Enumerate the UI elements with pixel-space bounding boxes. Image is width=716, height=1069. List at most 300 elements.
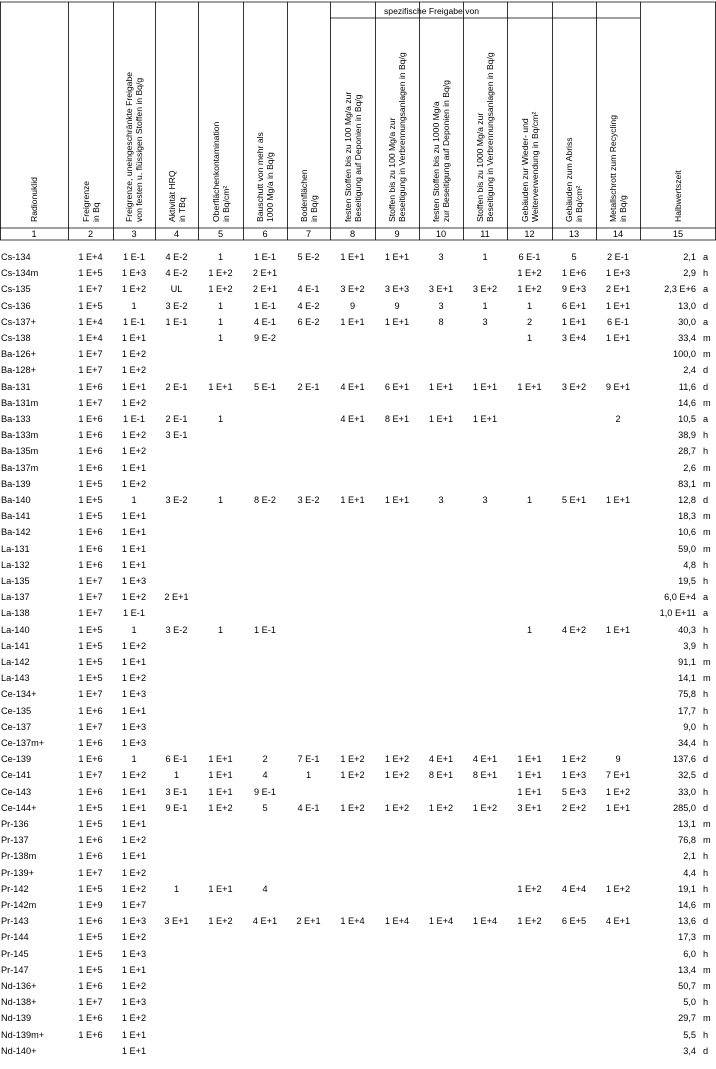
table-cell: 3 E-2 — [165, 495, 188, 505]
nuclide-name: Pr-147 — [1, 964, 29, 975]
nuclide-name: Cs-134m — [1, 268, 39, 279]
column-header-line: Bauschutt von mehr als — [255, 132, 265, 222]
nuclide-name: Ba-131m — [1, 397, 39, 408]
half-life-unit: d — [703, 300, 709, 311]
table-cell: 1 E-1 — [165, 316, 188, 327]
table-cell: 1 E+1 — [121, 1029, 147, 1040]
nuclide-name: Nd-138+ — [1, 997, 37, 1008]
table-cell: 1 E+2 — [121, 883, 147, 894]
half-life-value: 1,0 E+11 — [659, 608, 696, 619]
half-life-unit: d — [703, 802, 709, 813]
table-cell: 1 E+7 — [78, 997, 103, 1008]
table-cell: 3 E+4 — [561, 333, 587, 343]
table-cell: 1 E+1 — [121, 964, 147, 975]
half-life-unit: m — [703, 657, 711, 667]
table-cell: 1 E+2 — [340, 802, 365, 813]
table-cell: 1 — [173, 883, 180, 894]
table-cell: 1 E+2 — [517, 916, 542, 927]
half-life-value: 13,0 — [678, 300, 696, 311]
nuclide-name: La-143 — [1, 673, 30, 684]
half-life-unit: d — [703, 381, 709, 392]
nuclide-name: Ba-128+ — [1, 365, 36, 376]
table-cell: 1 E+3 — [121, 997, 147, 1008]
table-cell: 1 E+7 — [78, 349, 103, 360]
table-cell: 5 E-1 — [254, 381, 276, 392]
table-cell: 1 E+3 — [605, 268, 631, 279]
half-life-unit: h — [703, 721, 709, 732]
nuclide-name: La-131 — [1, 543, 30, 554]
table-cell: 1 E-1 — [123, 414, 145, 424]
nuclide-name: Pr-136 — [1, 819, 29, 829]
half-life-unit: m — [703, 527, 711, 538]
table-cell: 4 E-2 — [165, 268, 188, 279]
half-life-value: 12,8 — [678, 495, 696, 505]
table-cell: 1 — [131, 624, 137, 635]
column-header-text — [608, 115, 628, 222]
half-life-value: 38,9 — [678, 430, 696, 441]
table-cell: 1 E+1 — [208, 883, 233, 894]
table-cell: 5 — [262, 802, 268, 813]
nuclide-name: Cs-137+ — [1, 316, 36, 327]
table-cell: 1 E+1 — [605, 333, 631, 343]
table-cell: 1 E+5 — [78, 511, 103, 522]
column-header-text — [255, 132, 275, 222]
table-cell: 1 E+1 — [121, 819, 147, 829]
nuclide-name: Cs-134 — [1, 252, 31, 262]
group-header-spezifische-freigabe: spezifische Freigabe von — [384, 6, 480, 16]
column-header-line: Beseitigung auf Deponien in Bq/g — [352, 94, 363, 222]
table-cell: 2 E-1 — [607, 252, 629, 262]
table-cell: 1 E+2 — [208, 916, 233, 927]
column-header-line: Weiterverwendung in Bq/cm² — [529, 111, 540, 222]
half-life-unit: a — [703, 252, 709, 262]
table-cell: 1 E+1 — [208, 786, 233, 797]
half-life-value: 2,3 E+6 — [664, 284, 696, 295]
column-number: 11 — [480, 229, 490, 239]
table-cell: 1 E+6 — [78, 430, 103, 441]
half-life-value: 76,8 — [678, 835, 696, 846]
table-cell: 6 E-1 — [607, 316, 629, 327]
table-cell: 1 E+2 — [121, 770, 147, 781]
table-cell: 1 E+7 — [78, 592, 103, 603]
table-cell: 1 E+6 — [78, 414, 103, 424]
table-cell: 1 — [131, 754, 137, 765]
table-cell: 1 E+1 — [121, 527, 147, 538]
table-cell: 3 — [438, 300, 444, 311]
table-cell: 1 — [217, 333, 224, 343]
half-life-value: 33,0 — [678, 786, 696, 797]
table-cell: 2 E+1 — [252, 284, 278, 295]
table-cell: 1 E+1 — [605, 624, 631, 635]
table-cell: 5 E-2 — [297, 252, 320, 262]
half-life-value: 14,6 — [678, 397, 696, 408]
half-life-value: 3,9 — [683, 640, 696, 651]
table-cell: 1 E+9 — [78, 900, 103, 910]
table-cell: 1 E+1 — [517, 786, 542, 797]
half-life-value: 33,4 — [678, 333, 696, 343]
table-cell: 1 E+1 — [121, 657, 147, 667]
table-cell: 5 E+3 — [561, 786, 587, 797]
table-cell: 1 — [217, 624, 224, 635]
table-cell: 1 E+5 — [78, 268, 103, 279]
table-cell: 1 E+5 — [78, 819, 103, 829]
table-cell: 1 E+4 — [78, 316, 103, 327]
table-cell: 1 E+6 — [78, 754, 103, 765]
table-cell: 1 — [131, 300, 137, 311]
table-cell: 1 E+6 — [561, 268, 587, 279]
table-cell: 1 — [305, 770, 312, 781]
half-life-unit: h — [703, 883, 709, 894]
table-cell: 1 E+1 — [121, 802, 147, 813]
table-cell: 1 E+2 — [121, 835, 147, 846]
table-cell: 1 E+1 — [428, 381, 454, 392]
nuclide-name: Pr-137 — [1, 835, 29, 846]
half-life-value: 11,6 — [678, 381, 696, 392]
half-life-unit: m — [703, 462, 711, 473]
table-cell: 1 E+2 — [121, 478, 147, 489]
table-cell: 1 E+2 — [340, 770, 365, 781]
nuclide-name: La-141 — [1, 640, 30, 651]
column-number: 1 — [31, 229, 37, 239]
column-header-line: von festen u. flüssigen Stoffen in Bq/g — [134, 77, 144, 222]
column-header-line: Aktivität HRQ — [166, 170, 177, 222]
table-cell: 2 E-1 — [165, 381, 188, 392]
half-life-value: 6,0 — [683, 948, 696, 959]
column-header-text — [673, 170, 683, 222]
table-cell: 1 E+2 — [121, 430, 147, 441]
half-life-value: 2,1 — [683, 252, 696, 262]
table-cell: 5 — [571, 252, 577, 262]
table-cell: 1 E+1 — [121, 381, 147, 392]
table-cell: 1 E+6 — [78, 1013, 103, 1024]
table-cell: 1 — [217, 300, 224, 311]
table-cell: 7 E+1 — [605, 770, 631, 781]
column-header-line: Beseitigung in Verbrennungsanlagen in Bq/g — [397, 52, 407, 222]
table-cell: 1 E+1 — [384, 252, 410, 262]
half-life-unit: h — [703, 624, 709, 635]
column-header-text — [387, 52, 407, 222]
nuclide-name: Ba-135m — [1, 446, 39, 457]
table-cell: 4 E+1 — [428, 754, 454, 765]
table-cell: 1 E+2 — [121, 932, 147, 943]
half-life-unit: h — [703, 430, 709, 441]
half-life-unit: m — [703, 981, 711, 991]
nuclide-name: Ba-126+ — [1, 349, 36, 360]
column-number: 15 — [672, 229, 684, 239]
table-cell: 1 E+2 — [561, 754, 587, 765]
table-cell: 1 — [217, 414, 224, 424]
column-header-line: Beseitigung in Verbrennungsanlagen in Bq/g — [485, 52, 495, 222]
column-number: 3 — [131, 229, 137, 239]
table-cell: 3 E+1 — [428, 284, 454, 295]
column-header-line: Halbwertszeit — [673, 170, 683, 222]
table-cell: 3 — [438, 495, 444, 505]
table-cell: 1 E+1 — [340, 316, 365, 327]
nuclide-name: Nd-139 — [1, 1013, 32, 1024]
table-cell: 1 E+1 — [121, 462, 147, 473]
nuclide-name: Ba-142 — [1, 527, 31, 538]
column-header-line: festen Stoffen bis zu 100 Mg/a zur — [342, 91, 353, 222]
table-cell: 1 E+3 — [121, 576, 147, 586]
table-cell: 1 E+1 — [384, 495, 410, 505]
nuclide-name: Nd-136+ — [1, 981, 37, 991]
table-cell: 1 E+2 — [517, 883, 542, 894]
column-header-text — [81, 181, 101, 222]
nuclide-name: Ba-139 — [1, 478, 31, 489]
table-cell: 1 E+5 — [78, 300, 103, 311]
table-cell: 1 E+1 — [121, 851, 147, 862]
table-cell: 1 E+2 — [121, 867, 147, 878]
table-cell: 1 E+6 — [78, 462, 103, 473]
table-cell: 8 E-2 — [254, 495, 276, 505]
column-header-line: Stoffen bis zu 1000 Mg/a zur — [475, 112, 485, 222]
table-cell: 2 — [615, 414, 621, 424]
table-cell: 1 E+7 — [78, 284, 103, 295]
table-cell: 4 E+1 — [340, 414, 365, 424]
half-life-unit: h — [703, 738, 709, 748]
table-cell: 1 E+5 — [78, 932, 103, 943]
table-cell: 4 E+4 — [561, 883, 587, 894]
column-header-text — [124, 72, 144, 222]
half-life-unit: h — [703, 786, 709, 797]
column-number: 14 — [612, 229, 624, 239]
half-life-value: 2,9 — [683, 268, 696, 279]
table-cell: 1 E+6 — [78, 559, 103, 570]
table-cell: 1 E-1 — [254, 252, 276, 262]
table-cell: 1 E+1 — [121, 543, 147, 554]
column-header-text — [564, 137, 584, 222]
table-cell: 1 E+6 — [78, 851, 103, 862]
table-cell: 1 E+1 — [517, 754, 542, 765]
nuclide-name: La-140 — [1, 624, 30, 635]
half-life-value: 40,3 — [678, 624, 696, 635]
column-header-line: Stoffen bis zu 100 Mg/a zur — [387, 117, 397, 222]
table-cell: 2 E-1 — [297, 381, 320, 392]
half-life-value: 3,4 — [683, 1045, 696, 1056]
table-cell: 1 E+3 — [121, 948, 147, 959]
table-cell: 1 E+2 — [208, 284, 233, 295]
table-cell: 1 — [526, 624, 533, 635]
column-header-line: in Bq/cm² — [220, 185, 231, 222]
column-number: 5 — [217, 229, 224, 239]
table-cell: 1 E+2 — [121, 284, 147, 295]
table-cell: 1 E+1 — [472, 381, 498, 392]
nuclide-name: La-138 — [1, 608, 30, 619]
table-cell: 4 E-1 — [254, 316, 276, 327]
half-life-unit: h — [703, 948, 709, 959]
table-cell: 6 E-1 — [518, 252, 541, 262]
table-cell: 1 E+1 — [605, 300, 631, 311]
table-cell: 1 E+5 — [78, 964, 103, 975]
half-life-value: 2,4 — [683, 365, 696, 376]
half-life-value: 83,1 — [678, 478, 696, 489]
half-life-value: 4,4 — [683, 867, 696, 878]
table-cell: 3 E+1 — [164, 916, 189, 927]
table-cell: 4 E-2 — [165, 252, 188, 262]
half-life-unit: m — [703, 1013, 711, 1024]
table-cell: 8 E+1 — [428, 770, 454, 781]
nuclide-name: Ce-135 — [1, 705, 32, 716]
table-cell: 1 E+3 — [121, 721, 147, 732]
half-life-unit: d — [703, 754, 709, 765]
column-header-line: in TBq — [176, 197, 187, 222]
table-cell: 4 E+1 — [252, 916, 278, 927]
table-cell: 1 E+7 — [78, 608, 103, 619]
table-cell: 1 E+7 — [78, 397, 103, 408]
column-number: 13 — [568, 229, 580, 239]
table-cell: 1 E+5 — [78, 495, 103, 505]
table-cell: 3 E+1 — [517, 802, 542, 813]
table-cell: 2 — [262, 754, 268, 765]
table-cell: 1 E+1 — [121, 1045, 147, 1056]
column-header-text — [475, 52, 495, 222]
half-life-value: 2,1 — [683, 851, 696, 862]
table-cell: 1 E-1 — [123, 608, 145, 619]
half-life-value: 75,8 — [678, 689, 696, 700]
column-header-line: zur Beseitigung auf Deponien in Bq/g — [441, 80, 451, 222]
nuclide-name: Pr-144 — [1, 932, 29, 943]
table-cell: 1 E+1 — [561, 316, 587, 327]
column-header-text — [167, 170, 187, 222]
table-cell: 1 E+2 — [121, 397, 147, 408]
table-cell: 1 E+2 — [517, 268, 542, 279]
table-cell: 1 E+2 — [605, 883, 631, 894]
half-life-unit: a — [703, 284, 709, 295]
table-cell: 1 E+6 — [78, 527, 103, 538]
half-life-unit: a — [703, 316, 709, 327]
table-cell: 1 E+1 — [428, 414, 454, 424]
table-cell: 1 E+4 — [78, 333, 103, 343]
table-cell: 1 E+2 — [121, 673, 147, 684]
table-cell: 1 E+5 — [78, 883, 103, 894]
table-cell: 1 E+2 — [605, 786, 631, 797]
half-life-value: 4,8 — [683, 559, 696, 570]
table-cell: 9 — [615, 754, 621, 765]
table-cell: 1 E+1 — [208, 770, 233, 781]
nuclide-name: Cs-136 — [1, 300, 31, 311]
column-header-text — [431, 80, 451, 222]
table-cell: 1 E+4 — [472, 916, 498, 927]
table-cell: 1 E+2 — [517, 284, 542, 295]
half-life-unit: h — [703, 705, 709, 716]
nuclide-name: Ba-131 — [1, 381, 31, 392]
half-life-value: 50,7 — [678, 981, 696, 991]
half-life-unit: m — [703, 511, 711, 522]
table-cell: 1 E+1 — [208, 381, 233, 392]
nuclide-name: Ce-141 — [1, 770, 32, 781]
column-number: 9 — [394, 229, 400, 239]
half-life-unit: h — [703, 559, 709, 570]
half-life-unit: h — [703, 997, 709, 1008]
table-cell: 1 E+7 — [78, 365, 103, 376]
half-life-value: 5,0 — [683, 997, 696, 1008]
table-cell: 4 E+1 — [340, 381, 365, 392]
half-life-value: 14,6 — [678, 900, 696, 910]
table-cell: 6 E+1 — [561, 300, 587, 311]
table-cell: 3 E-2 — [165, 300, 188, 311]
table-cell: 8 — [438, 316, 444, 327]
table-cell: 1 E+3 — [121, 268, 147, 279]
table-cell: 8 E+1 — [472, 770, 498, 781]
table-cell: 1 E+2 — [428, 802, 454, 813]
half-life-unit: m — [703, 964, 711, 975]
table-cell: 9 — [394, 300, 400, 311]
nuclide-name: Ce-144+ — [1, 802, 37, 813]
table-cell: 3 E+2 — [340, 284, 365, 295]
table-cell: 3 — [438, 252, 444, 262]
half-life-unit: m — [703, 349, 711, 360]
nuclide-name: La-132 — [1, 559, 30, 570]
half-life-value: 2,6 — [683, 462, 696, 473]
table-cell: 1 E+4 — [340, 916, 365, 927]
table-cell: 2 — [526, 316, 533, 327]
column-header-line: Gebäuden zum Abriss — [564, 137, 574, 222]
nuclide-name: Nd-140+ — [1, 1045, 37, 1056]
column-header-line: Radionuklid — [29, 177, 39, 222]
half-life-unit: h — [703, 851, 709, 862]
nuclide-name: Pr-142m — [1, 900, 37, 910]
table-cell: 1 — [482, 252, 488, 262]
table-cell: 1 E+6 — [78, 835, 103, 846]
table-cell: 2 E+1 — [252, 268, 278, 279]
nuclide-name: La-142 — [1, 657, 30, 667]
table-cell: 1 — [173, 770, 180, 781]
half-life-unit: a — [703, 592, 709, 603]
half-life-unit: d — [703, 916, 709, 927]
column-header-line: Oberflächenkontamination — [210, 121, 221, 222]
table-cell: 1 E+1 — [121, 559, 147, 570]
table-cell: 1 E+6 — [78, 738, 103, 748]
table-cell: 4 E-1 — [297, 284, 320, 295]
table-cell: 1 E+1 — [340, 252, 365, 262]
column-header-text — [29, 177, 39, 222]
table-cell: 1 — [526, 495, 533, 505]
table-cell: 1 — [217, 252, 224, 262]
table-cell: 4 E+2 — [561, 624, 587, 635]
half-life-value: 13,4 — [678, 964, 696, 975]
half-life-unit: a — [703, 608, 709, 619]
table-cell: 1 E+7 — [121, 900, 147, 910]
table-cell: 1 E+1 — [208, 754, 233, 765]
half-life-value: 10,5 — [678, 414, 696, 424]
column-header-line: festen Stoffen bis zu 1000 Mg/a — [431, 101, 441, 222]
half-life-unit: d — [703, 1045, 709, 1056]
column-header-line: in Bq/cm² — [574, 185, 584, 222]
table-cell: 1 E+3 — [121, 689, 147, 700]
half-life-unit: m — [703, 543, 711, 554]
nuclide-name: Pr-143 — [1, 916, 29, 927]
table-cell: 1 — [526, 300, 533, 311]
table-cell: 1 E+1 — [121, 511, 147, 522]
table-cell: 1 — [131, 495, 137, 505]
table-cell: 1 E+6 — [78, 916, 103, 927]
table-cell: 4 — [262, 770, 268, 781]
table-cell: 1 E+5 — [78, 673, 103, 684]
table-cell: 1 E+2 — [121, 981, 147, 991]
table-cell: 1 E+6 — [78, 543, 103, 554]
nuclide-name: Pr-142 — [1, 883, 29, 894]
table-cell: 1 E+2 — [472, 802, 498, 813]
half-life-unit: d — [703, 365, 709, 376]
nuclide-name: Ba-133 — [1, 414, 31, 424]
table-cell: 1 E+7 — [78, 689, 103, 700]
table-cell: 4 E-1 — [297, 802, 320, 813]
table-cell: 1 E+7 — [78, 576, 103, 586]
half-life-value: 28,7 — [678, 446, 696, 457]
half-life-unit: m — [703, 932, 711, 943]
table-cell: 2 E+1 — [605, 284, 631, 295]
table-cell: 3 E+3 — [384, 284, 410, 295]
